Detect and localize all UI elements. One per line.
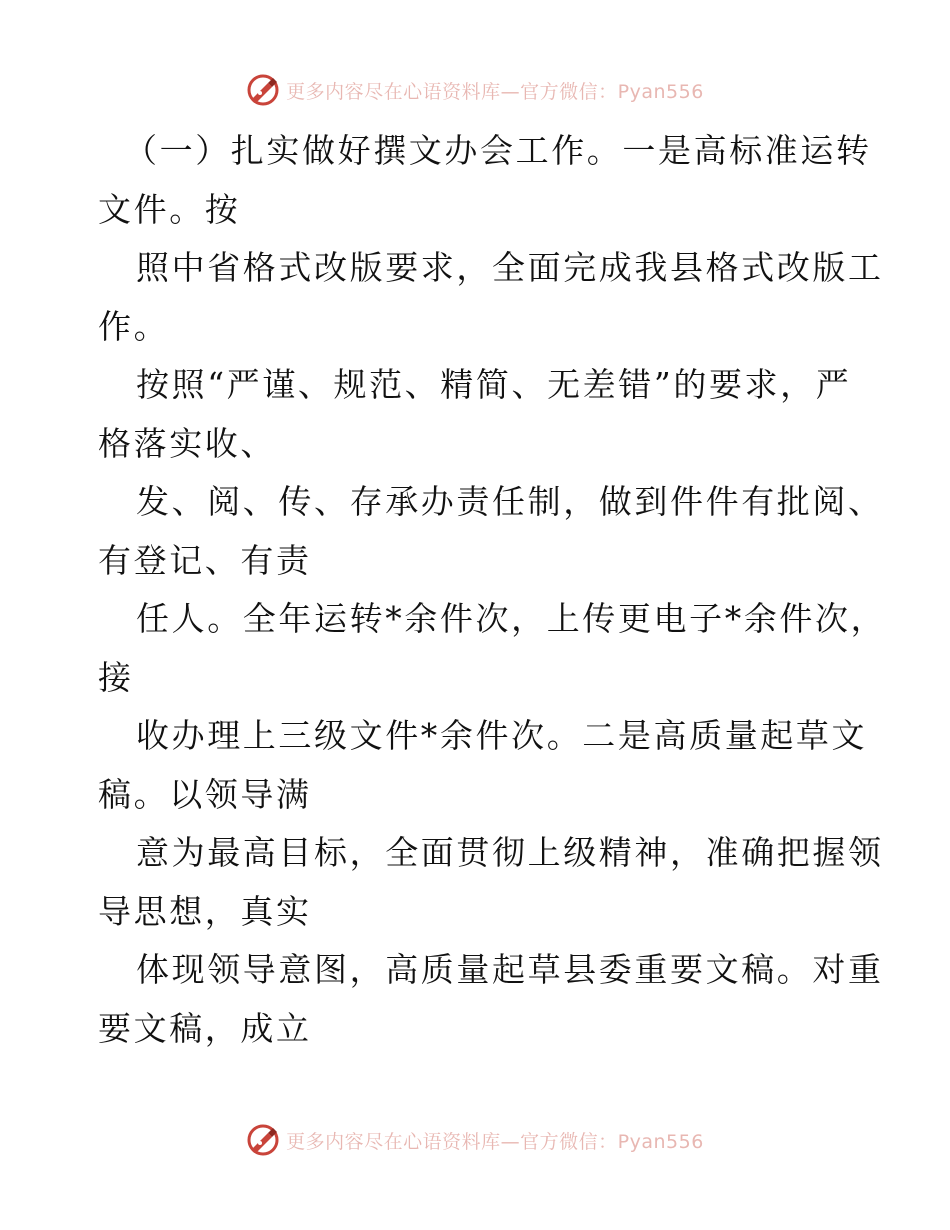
text-line: 导思想，真实 <box>98 891 312 931</box>
document-body <box>98 122 887 1058</box>
watermark-text: 更多内容尽在心语资料库—官方微信：Pyan556 <box>286 1130 704 1153</box>
text-line: （一）扎实做好撰文办会工作。一是高标准运转 <box>124 131 872 170</box>
text-line: 按照“严谨、规范、精简、无差错”的要求，严 <box>136 365 852 404</box>
text-line: 作。 <box>98 306 170 346</box>
text-line: 发、阅、传、存承办责任制，做到件件有批阅、 <box>136 482 884 521</box>
text-line: 稿。以领导满 <box>98 774 312 814</box>
text-line: 照中省格式改版要求，全面完成我县格式改版工 <box>136 248 884 287</box>
watermark-text: 更多内容尽在心语资料库—官方微信：Pyan556 <box>286 80 704 103</box>
text-line: 任人。全年运转*余件次，上传更电子*余件次， <box>136 599 887 638</box>
text-line: 有登记、有责 <box>98 540 312 580</box>
header-watermark <box>0 70 950 110</box>
text-line: 文件。按 <box>98 189 241 229</box>
text-line: 要文稿，成立 <box>98 1008 312 1048</box>
text-line: 体现领导意图，高质量起草县委重要文稿。对重 <box>136 950 884 989</box>
footer-watermark <box>0 1120 950 1160</box>
text-line: 意为最高目标，全面贯彻上级精神，准确把握领 <box>136 833 884 872</box>
pen-logo-icon <box>246 73 280 107</box>
pen-logo-icon <box>246 1123 280 1157</box>
text-line: 格落实收、 <box>98 423 276 463</box>
text-line: 接 <box>98 657 134 697</box>
text-line: 收办理上三级文件*余件次。二是高质量起草文 <box>136 716 868 755</box>
